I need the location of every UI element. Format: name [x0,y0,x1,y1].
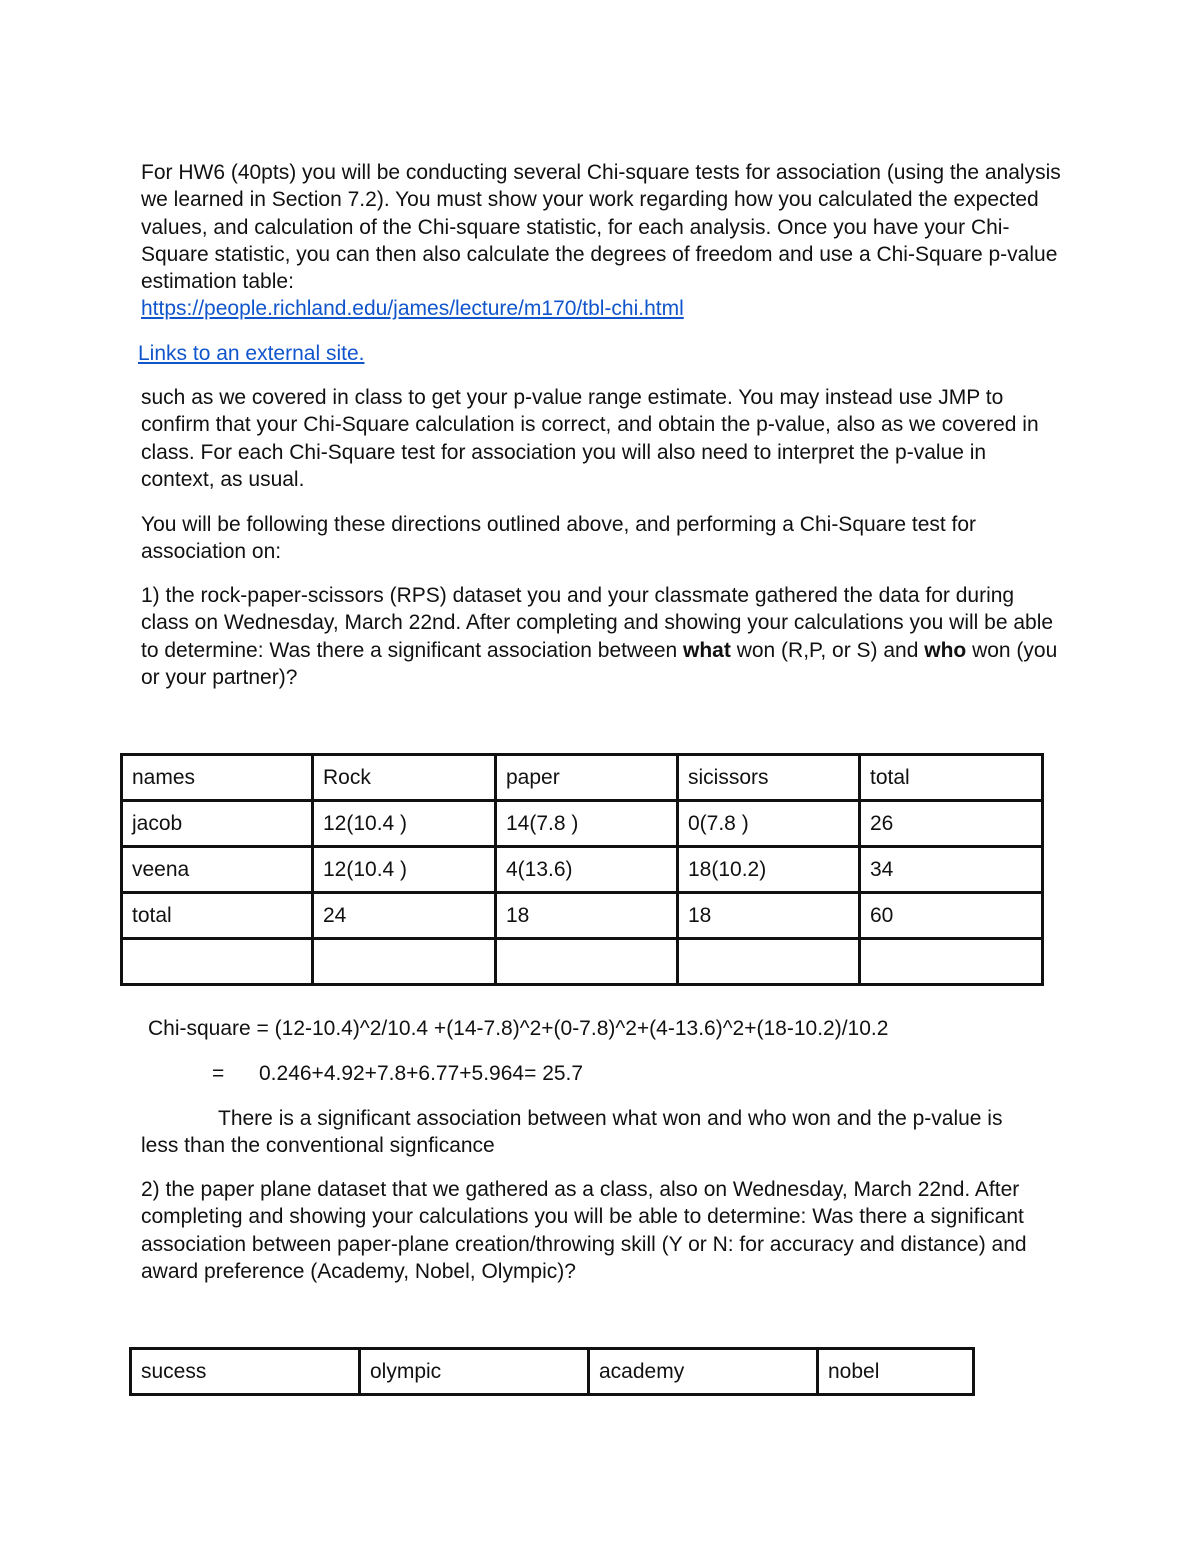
table-cell: 18 [496,893,678,939]
table-cell-empty [496,939,678,985]
rps-table [120,753,1044,986]
table-cell: 26 [860,801,1043,847]
instructions-paragraph: such as we covered in class to get your p-value range estimate. You may instead use JMP to confirm that your Chi-Square calculation is correct, and obtain the p-value, also as we covered in class. For each Chi-Square test for association you will also need to interpret the p-value in context, as usual. [141,386,1039,491]
table-cell-empty [678,939,860,985]
table-cell: 18(10.2) [678,847,860,893]
table-cell: total [860,755,1043,801]
table-cell-empty [313,939,496,985]
table-cell: 4(13.6) [496,847,678,893]
q1-bold-who: who [924,638,967,662]
chi-square-result: 0.246+4.92+7.8+6.77+5.964= 25.7 [259,1062,584,1085]
table-cell: names [122,755,313,801]
conclusion-paragraph: There is a significant association between what won and who won and the p-value is less than the conventional signficance [141,1107,1003,1158]
table-cell: academy [589,1349,818,1395]
table-cell: total [122,893,313,939]
table-cell-empty [122,939,313,985]
table-cell: 12(10.4 ) [313,847,496,893]
external-link-paragraph [138,340,1058,367]
table-cell: olympic [360,1349,589,1395]
q1-prefix: 1) the rock-paper-scissors (RPS) dataset you and your classmate gathered the data for during class on Wednesday, March 22nd. After completing and showing your calculations you will be able to determine: Was there a significant association between [141,584,1054,662]
table-row [122,893,1043,939]
table-row [131,1349,974,1395]
directions-paragraph: You will be following these directions outlined above, and performing a Chi-Square test for association on: [141,513,977,564]
table-row [122,801,1043,847]
chi-table-link[interactable]: https://people.richland.edu/james/lecture/m170/tbl-chi.html [141,297,684,321]
table-cell-empty [860,939,1043,985]
table-cell: Rock [313,755,496,801]
external-site-link[interactable]: Links to an external site. [138,342,365,365]
table-cell: jacob [122,801,313,847]
intro-paragraph [141,159,1061,323]
table-cell: sucess [131,1349,360,1395]
chi-square-formula: Chi-square = (12-10.4)^2/10.4 +(14-7.8)^2+(0-7.8)^2+(4-13.6)^2+(18-10.2)/10.2 [148,1017,889,1040]
formula-equals: = [212,1062,225,1085]
table-cell: 14(7.8 ) [496,801,678,847]
question-2-paragraph: 2) the paper plane dataset that we gathered as a class, also on Wednesday, March 22nd. After completing and showing your calculations you will be able to determine: Was there a significant association between paper-plane creation/throwing skill (Y or N: for accuracy and distance) and award preference (Academy, Nobel, Olympic)? [141,1178,1027,1283]
paper-plane-table [129,1347,975,1396]
q1-bold-what: what [683,638,731,662]
table-row [122,755,1043,801]
question-1-paragraph [141,582,1061,691]
table-cell: paper [496,755,678,801]
table-cell: 24 [313,893,496,939]
table-cell: sicissors [678,755,860,801]
table-cell: 0(7.8 ) [678,801,860,847]
table-cell: veena [122,847,313,893]
table-cell: nobel [818,1349,974,1395]
table-cell: 34 [860,847,1043,893]
table-row [122,939,1043,985]
q1-suffix: won (you or your partner)? [141,638,1058,689]
table-cell: 18 [678,893,860,939]
table-cell: 60 [860,893,1043,939]
table-cell: 12(10.4 ) [313,801,496,847]
q1-mid: won (R,P, or S) and [730,638,925,662]
intro-text: For HW6 (40pts) you will be conducting several Chi-square tests for association (using the analysis we learned in Section 7.2). You must show your work regarding how you calculated the expected values, and calculation of the Chi-square statistic, for each analysis. Once you have your Chi-Square statistic, you can then also calculate the degrees of freedom and use a Chi-Square p-value estimation table: [141,161,1061,294]
table-row [122,847,1043,893]
